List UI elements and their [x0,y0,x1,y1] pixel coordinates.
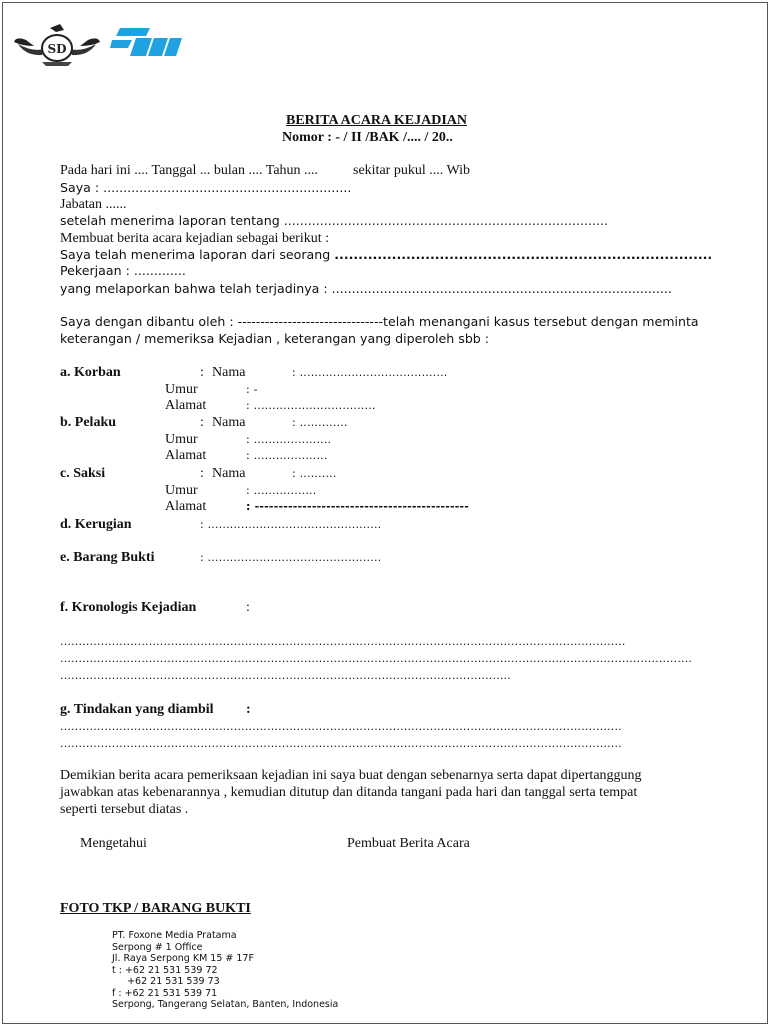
logo-text: SD [47,42,67,56]
footer-address [112,930,338,1011]
section-c-colon: : [200,466,204,481]
section-b-umur-value: : ..................... [246,433,332,446]
section-c-alamat-label: Alamat [165,499,207,514]
intro-time: sekitar pukul .... Wib [353,163,470,178]
eagle-emblem-icon [12,22,102,68]
section-d-value: : ............................................... [200,518,382,531]
section-c-nama-value: : .......... [292,467,337,480]
para2-line2: keterangan / memeriksa Kejadian , keterangan yang diperoleh sbb : [60,331,490,346]
footer-company: PT. Foxone Media Pratama [112,930,237,941]
section-c-nama-label: Nama [212,466,246,481]
section-b-umur-label: Umur [165,432,198,447]
photo-section-title: FOTO TKP / BARANG BUKTI [60,901,251,916]
section-a-nama-value: : ........................................ [292,366,448,379]
signature-left-label: Mengetahui [80,836,147,851]
section-a-umur-value: : - [246,383,258,396]
document-title: BERITA ACARA KEJADIAN [286,113,467,128]
intro-laporan-dari [60,247,712,262]
intro-pekerjaan: Pekerjaan : ............. [60,263,186,278]
section-c-umur-value: : ................. [246,484,317,497]
footer-phone-2: +62 21 531 539 73 [112,976,220,987]
section-b-alamat-value: : .................... [246,449,328,462]
section-e-label: e. Barang Bukti [60,550,155,565]
para2-line1 [60,314,699,329]
signature-right-label: Pembuat Berita Acara [347,836,470,851]
section-b-colon: : [200,415,204,430]
para2-dashes: -------------------------------- [237,314,384,329]
section-a-umur-label: Umur [165,382,198,397]
section-a-nama-label: Nama [212,365,246,380]
footer-office: Serpong # 1 Office [112,941,203,953]
footer-city: Serpong, Tangerang Selatan, Banten, Indonesia [112,999,339,1010]
section-f-line-1: ......................................................................................................................................................... [60,635,626,648]
intro-saya: Saya : .............................................................. [60,180,352,195]
intro-membuat: Membuat berita acara kejadian sebagai berikut : [60,231,329,246]
section-d-label: d. Kerugian [60,517,132,532]
intro-laporan-dari-dots: ............................................................................... [334,247,713,262]
footer-fax: f : +62 21 531 539 71 [112,987,218,999]
section-a-alamat-value: : ................................. [246,399,376,412]
footer-phone-1: t : +62 21 531 539 72 [112,964,218,976]
section-g-colon: : [246,702,251,717]
section-g-line-1: ........................................................................................................................................................ [60,720,622,733]
section-e-value: : ............................................... [200,551,382,564]
section-a-colon: : [200,365,204,380]
section-a-label: a. Korban [60,365,121,380]
section-f-colon: : [246,600,250,615]
intro-laporan-dari-text: Saya telah menerima laporan dari seorang [60,247,335,262]
para2-dibantu: Saya dengan dibantu oleh : [60,314,238,329]
section-b-label: b. Pelaku [60,415,117,430]
intro-laporan-tentang: setelah menerima laporan tentang ................................................................................. [60,213,608,228]
section-f-line-2: ........................................................................................................................................................................... [60,652,693,665]
stylized-brand-logo-icon [110,26,184,60]
closing-line-1: Demikian berita acara pemeriksaan kejadian ini saya buat dengan sebenarnya serta dapat dipertanggung [60,768,642,783]
document-number: Nomor : - / II /BAK /.... / 20.. [282,130,453,145]
section-g-line-2: ........................................................................................................................................................ [60,737,622,750]
closing-line-2: jawabkan atas kebenarannya , kemudian ditutup dan ditanda tangani pada hari dan tanggal serta tempat [60,785,638,800]
intro-melaporkan: yang melaporkan bahwa telah terjadinya : ..................................................................................... [60,281,672,296]
intro-date-line: Pada hari ini .... Tanggal ... bulan .... Tahun .... [60,163,319,178]
footer-street: Jl. Raya Serpong KM 15 # 17F [112,953,254,964]
section-f-label: f. Kronologis Kejadian [60,600,197,615]
section-a-alamat-label: Alamat [165,398,207,413]
section-b-nama-value: : ............. [292,416,348,429]
intro-jabatan: Jabatan ...... [60,197,127,212]
section-c-umur-label: Umur [165,483,198,498]
closing-line-3: seperti tersebut diatas . [60,802,189,817]
section-c-alamat-value: : --------------------------------------------- [246,500,470,513]
section-g-label: g. Tindakan yang diambil [60,702,214,717]
section-b-nama-label: Nama [212,415,246,430]
section-b-alamat-label: Alamat [165,448,207,463]
section-f-line-3: .......................................................................................................................... [60,669,511,682]
page-border [2,2,768,1024]
para2-menangani: telah menangani kasus tersebut dengan meminta [383,314,699,329]
section-c-label: c. Saksi [60,466,106,481]
